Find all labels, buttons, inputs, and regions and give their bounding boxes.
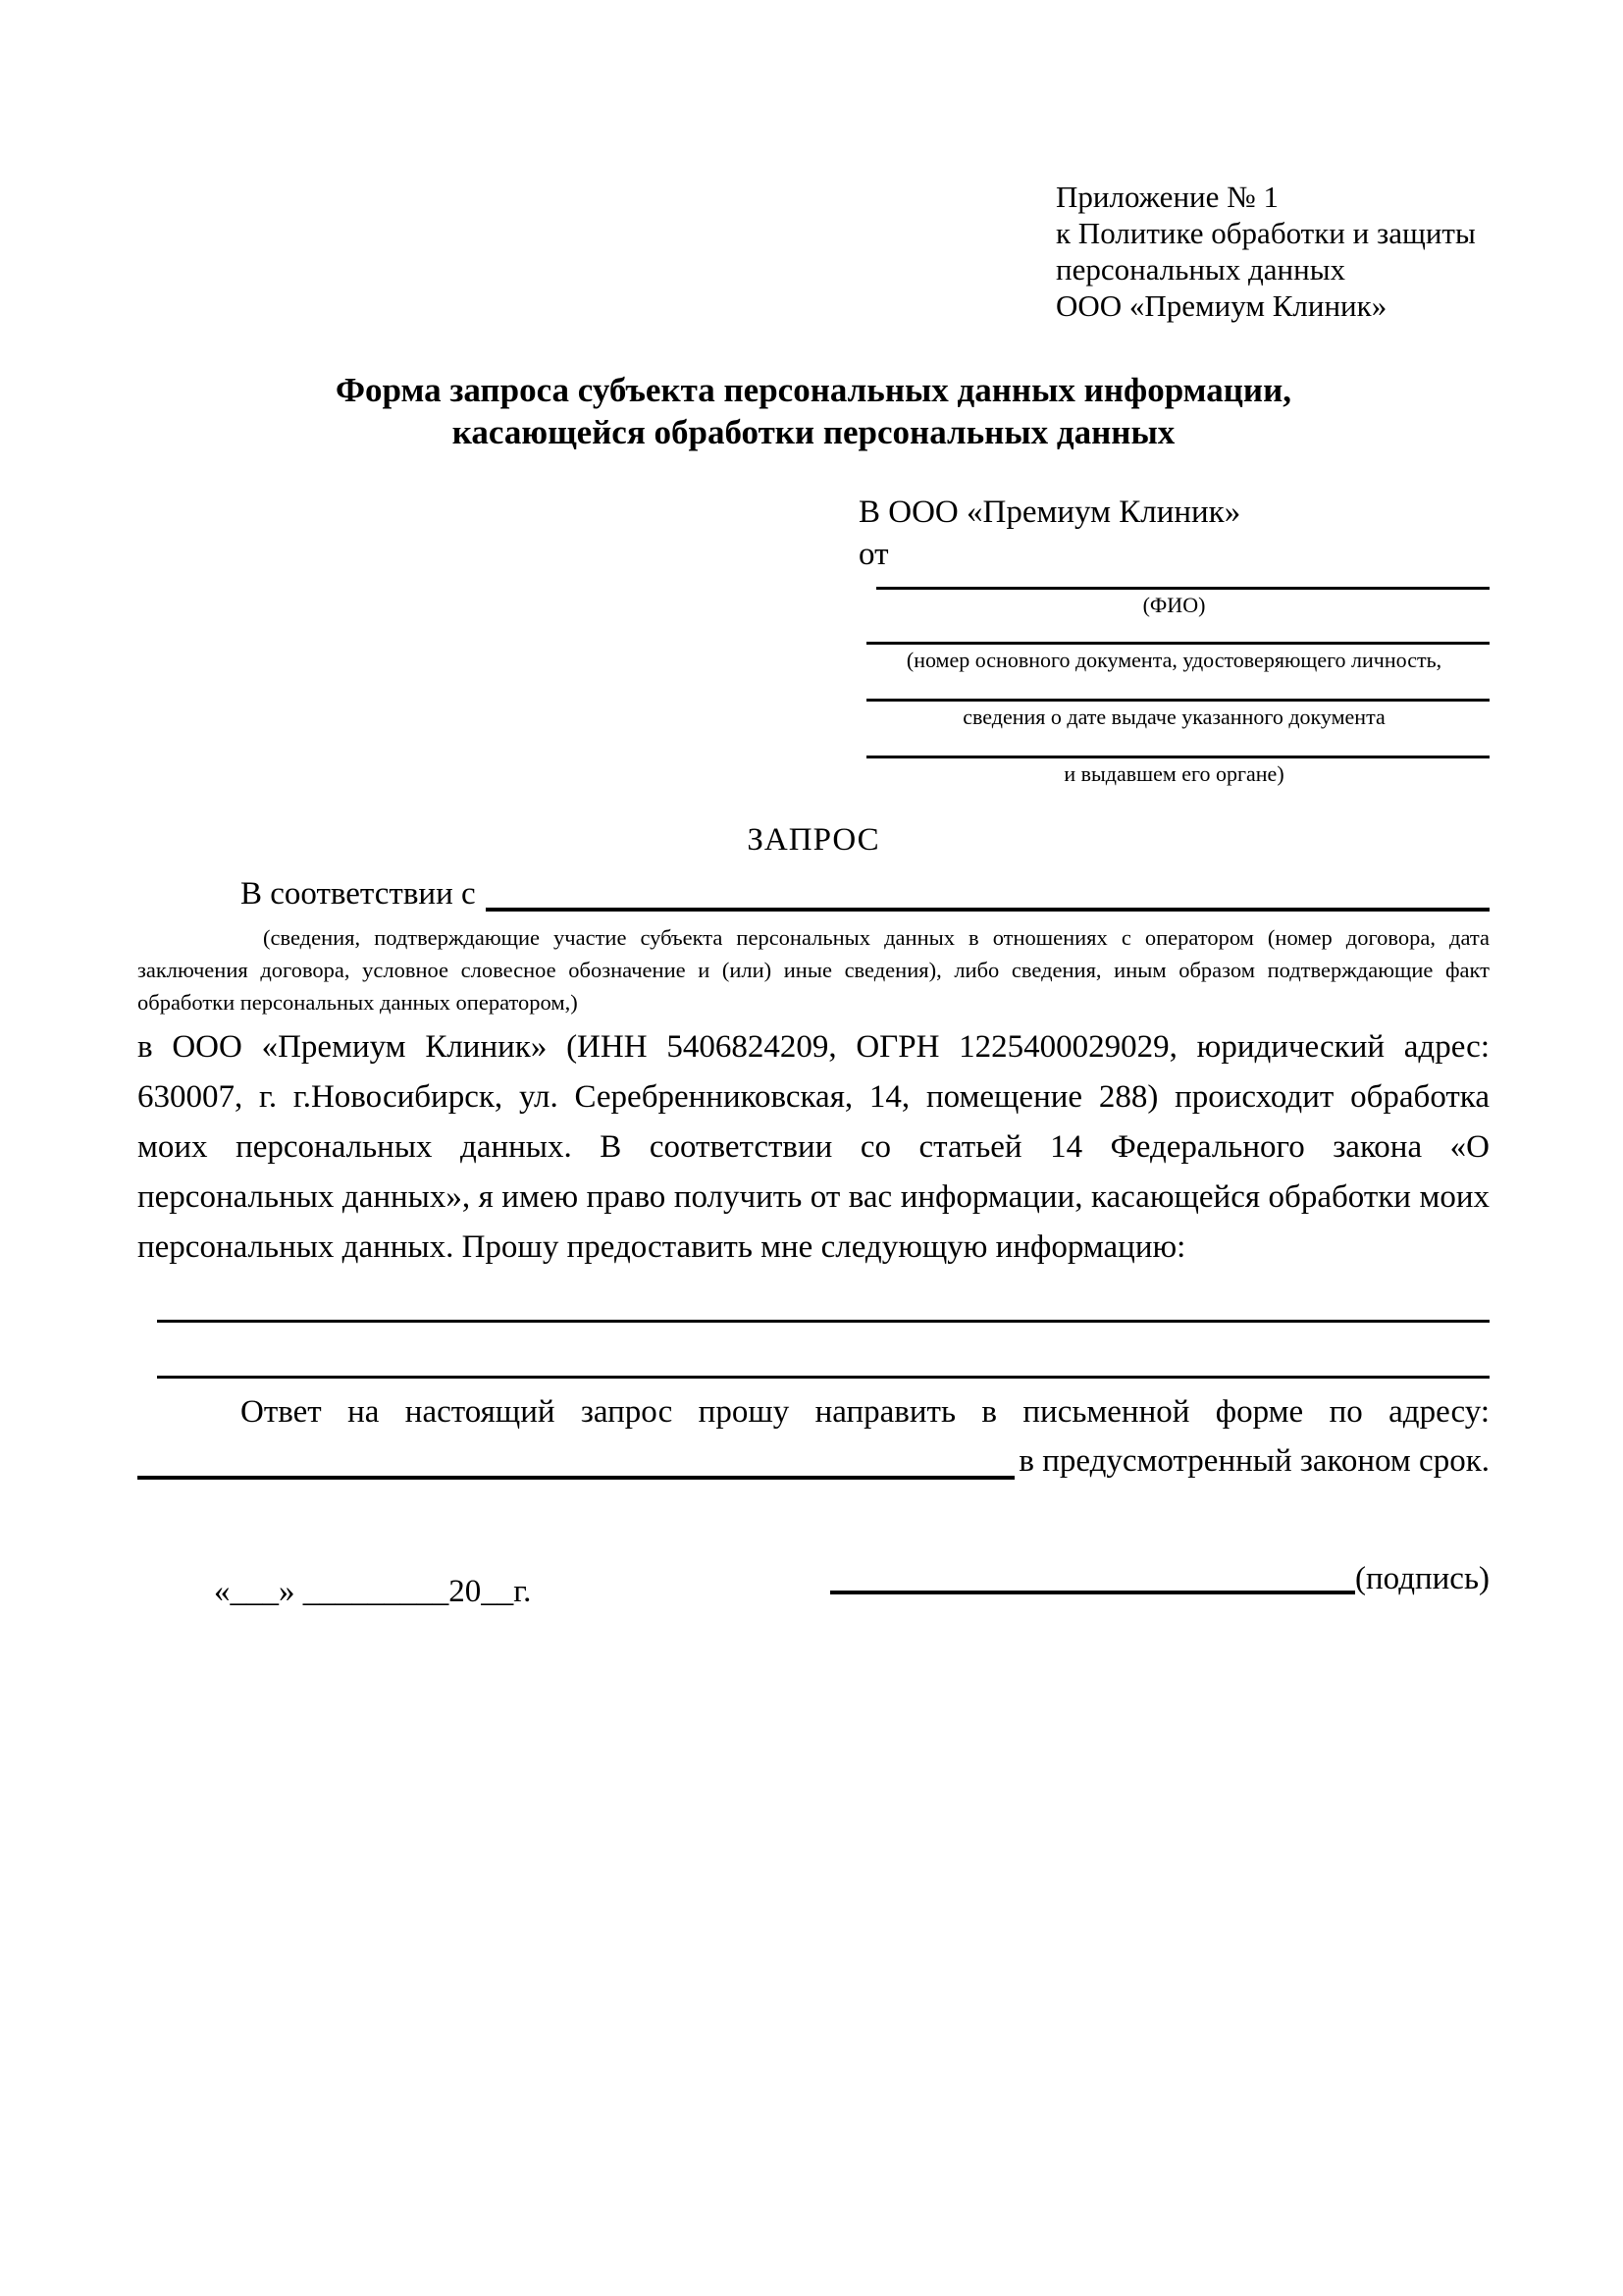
address-fill-line (137, 1436, 1019, 1486)
date-fill-line: «___» _________20__г. (214, 1574, 532, 1609)
issuing-authority-caption: и выдавшем его органе) (1064, 761, 1284, 786)
field-document-number (859, 642, 1490, 673)
reply-tail: в предусмотренный законом срок. (1019, 1443, 1490, 1479)
appendix-line: к Политике обработки и защиты (1056, 216, 1476, 250)
lead-in-row (137, 870, 1490, 917)
request-body: в ООО «Премиум Клиник» (ИНН 5406824209, ОГРН 1225400029029, юридический адрес: 630007, г. г.Новосибирск, ул. Серебренниковская, 14, помещение 288) происходит обработка моих персональных данных. В соответствии со статьей 14 Федерального закона «О персональных данных», я имею право получить от вас информации, касающейся обработки моих персональных данных. Прошу предоставить мне следующую информацию: (137, 1029, 1490, 1265)
issuing-authority-fill-line (866, 756, 1490, 758)
addressee-from: от (859, 537, 889, 572)
issue-date-fill-line (866, 699, 1490, 702)
field-issue-date (859, 699, 1490, 730)
appendix-line: персональных данных (1056, 252, 1346, 287)
signature-row (137, 1556, 1490, 1614)
document-number-caption: (номер основного документа, удостоверяющего личность, (906, 648, 1442, 672)
appendix-line: Приложение № 1 (1056, 180, 1279, 214)
request-heading: ЗАПРОС (747, 822, 880, 858)
document-title (137, 369, 1490, 453)
issue-date-caption: сведения о дате выдаче указанного документа (963, 704, 1386, 729)
signature-fill-line (830, 1556, 1355, 1601)
info-fill-line-2 (157, 1376, 1490, 1379)
addressee-to: В ООО «Премиум Клиник» (859, 495, 1241, 530)
fio-caption: (ФИО) (1142, 593, 1206, 617)
document-content (137, 0, 1490, 1614)
document-title-line1: Форма запроса субъекта персональных данных информации, (335, 371, 1292, 409)
reply-instruction: Ответ на настоящий запрос прошу направить в письменной форме по адресу: (240, 1394, 1490, 1430)
reply-address-row (137, 1436, 1490, 1486)
lead-in-fill-line (486, 870, 1490, 917)
document-title-line2: касающейся обработки персональных данных (451, 413, 1176, 451)
signature-group (830, 1556, 1490, 1601)
lead-in-note: (сведения, подтверждающие участие субъекта персональных данных в отношениях с оператором (номер договора, дата заключения договора, условное словесное обозначение и (или) иные сведения), либо сведения, иным образом подтверждающие факт обработки персональных данных оператором,) (137, 925, 1490, 1015)
field-issuing-authority (859, 756, 1490, 787)
fio-fill-line (876, 587, 1490, 590)
field-fio (859, 587, 1490, 618)
lead-in-label: В соответствии с (240, 876, 476, 912)
info-fill-line-1 (157, 1320, 1490, 1323)
appendix-header (1056, 179, 1490, 324)
addressee-block (859, 495, 1490, 787)
appendix-line: ООО «Премиум Клиник» (1056, 288, 1387, 323)
signature-caption: (подпись) (1355, 1561, 1490, 1596)
document-number-fill-line (866, 642, 1490, 645)
